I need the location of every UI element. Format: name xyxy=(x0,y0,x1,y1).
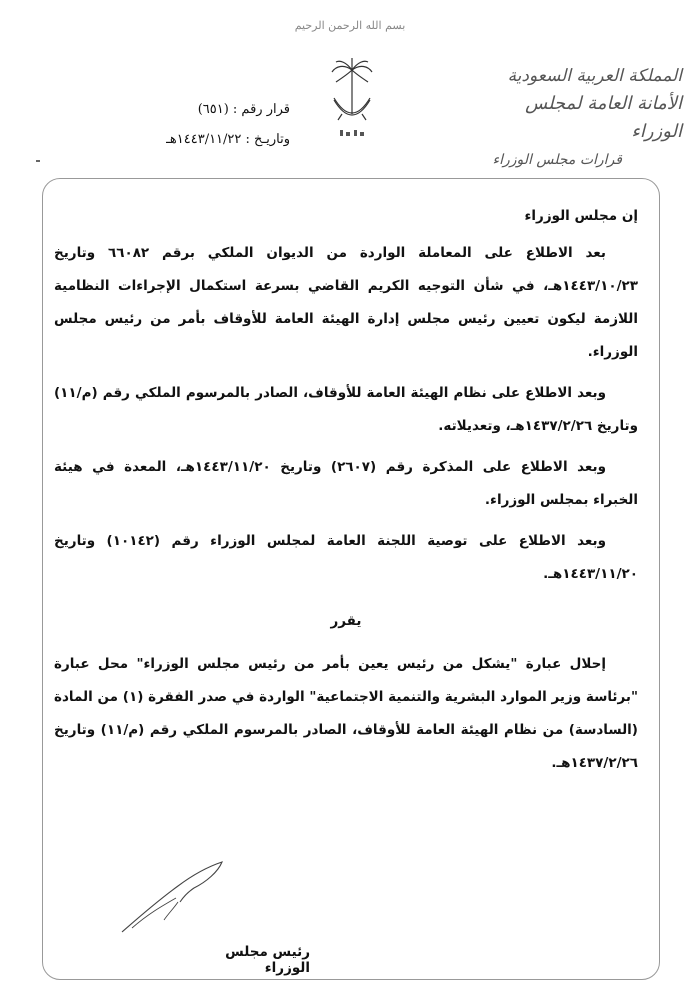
signer-title: رئيس مجلس الوزراء xyxy=(225,944,310,976)
paragraph-4: وبعد الاطلاع على توصية اللجنة العامة لمجلس الوزراء رقم (١٠١٤٢) وتاريخ ١٤٤٣/١١/٢٠هـ. xyxy=(54,533,638,582)
palm-swords-emblem-icon xyxy=(326,58,378,142)
letterhead-section: قرارات مجلس الوزراء xyxy=(492,152,622,168)
letterhead-secretariat: الأمانة العامة لمجلس الوزراء xyxy=(525,93,682,142)
basmala-calligraphy: بسم الله الرحمن الرحيم xyxy=(294,18,406,32)
paragraph-2: وبعد الاطلاع على نظام الهيئة العامة للأوقاف، الصادر بالمرسوم الملكي رقم (م/١١) وتاريخ ١٤٣٧/٢/٢٦هـ، وتعديلاته. xyxy=(54,385,638,434)
handwritten-signature-icon xyxy=(118,858,228,936)
document-body xyxy=(54,200,638,780)
decision-number: قرار رقم : (٦٥١) xyxy=(197,102,290,117)
letterhead-country: المملكة العربية السعودية xyxy=(507,66,682,86)
margin-mark xyxy=(36,160,40,162)
decision-date: وتاريـخ : ١٤٤٣/١١/٢٢هـ xyxy=(166,132,290,147)
decision-text: إحلال عبارة "يشكل من رئيس يعين بأمر من رئيس مجلس الوزراء" محل عبارة "برئاسة وزير الموارد البشرية والتنمية الاجتماعية" الواردة في صدر الفقرة (١) من المادة (السادسة) من نظام الهيئة العامة للأوقاف، الصادر بالمرسوم الملكي رقم (م/١١) وتاريخ ١٤٣٧/٢/٢٦هـ. xyxy=(54,656,638,771)
paragraph-3: وبعد الاطلاع على المذكرة رقم (٢٦٠٧) وتاريخ ١٤٤٣/١١/٢٠هـ، المعدة في هيئة الخبراء بمجلس الوزراء. xyxy=(54,459,638,508)
opening-line: إن مجلس الوزراء xyxy=(524,208,638,224)
paragraph-1: بعد الاطلاع على المعاملة الواردة من الديوان الملكي برقم ٦٦٠٨٢ وتاريخ ١٤٤٣/١٠/٢٣هـ، في شأن التوجيه الكريم القاضي بسرعة استكمال الإجراءات النظامية اللازمة ليكون تعيين رئيس مجلس إدارة الهيئة العامة للأوقاف بأمر من رئيس مجلس الوزراء. xyxy=(54,245,638,360)
letterhead xyxy=(482,62,682,174)
decision-reference xyxy=(100,95,290,155)
decision-heading: يقرر xyxy=(330,613,362,629)
